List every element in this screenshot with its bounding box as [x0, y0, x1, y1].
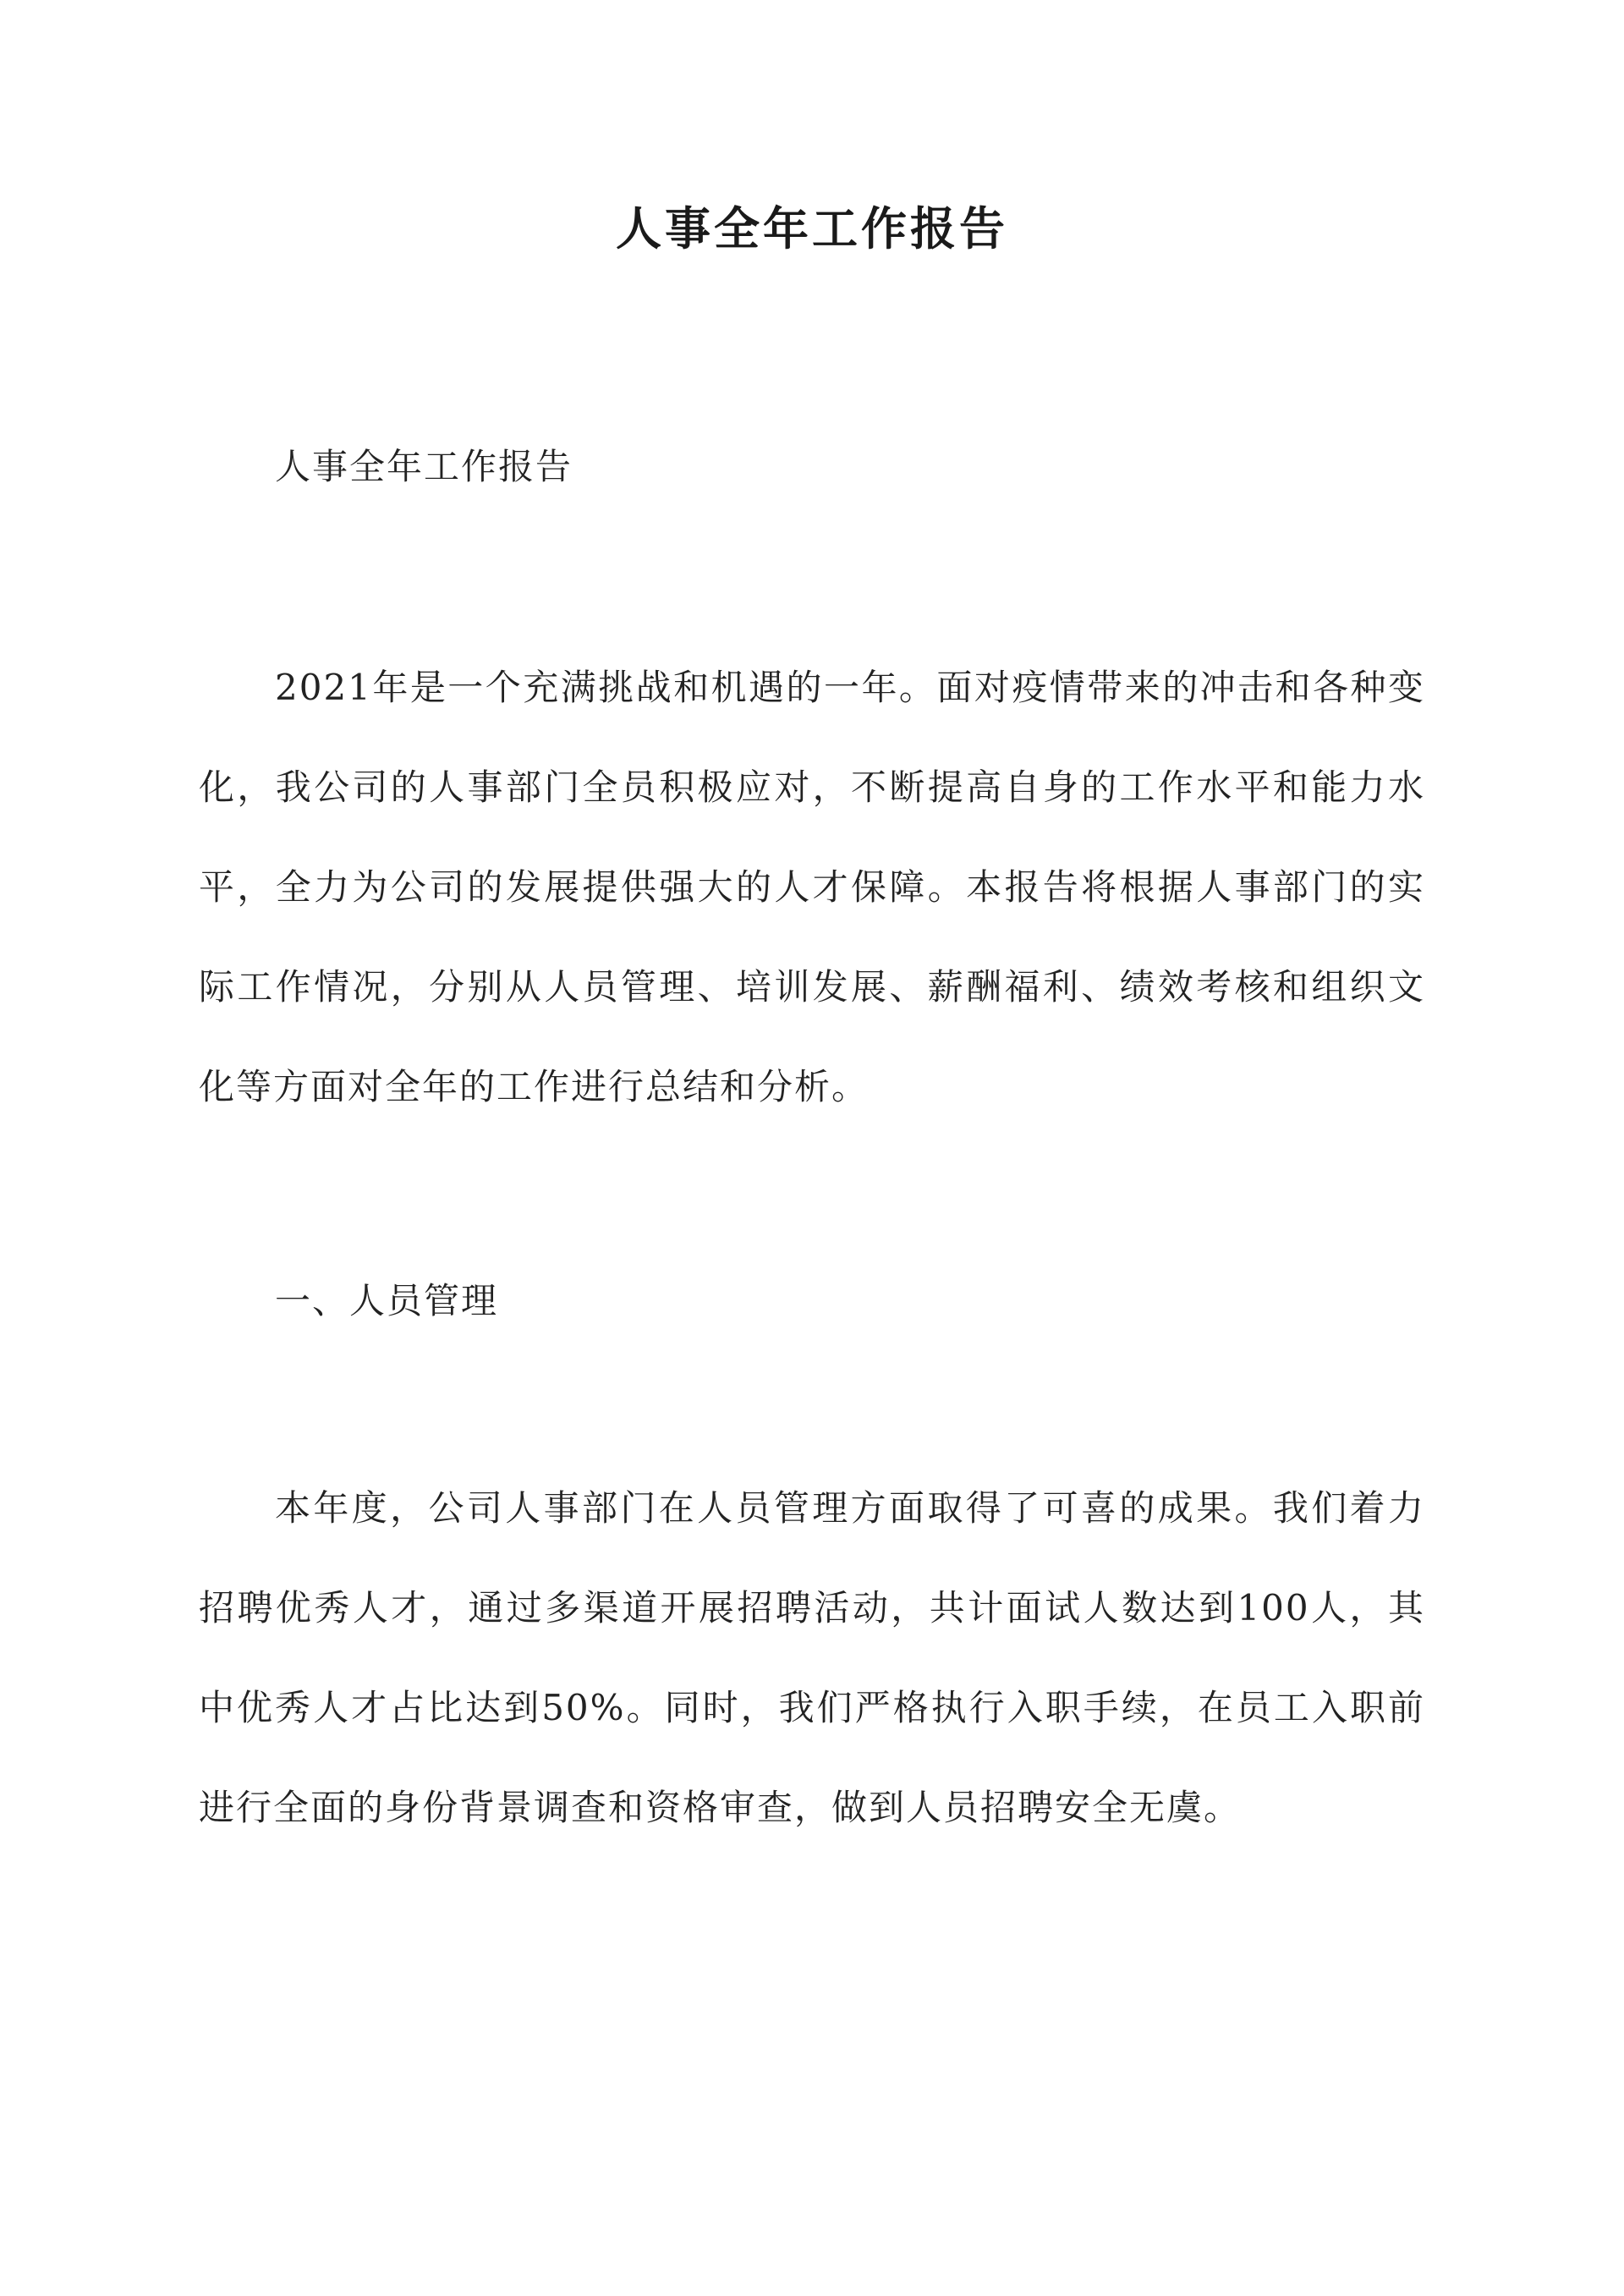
intro-paragraph: 2021年是一个充满挑战和机遇的一年。面对疫情带来的冲击和各种变化，我公司的人事部门全员积极应对，不断提高自身的工作水平和能力水平，全力为公司的发展提供强大的人才保障。本报告将根据人事部门的实际工作情况，分别从人员管理、培训发展、薪酬福利、绩效考核和组织文化等方面对全年的工作进行总结和分析。 [199, 667, 1425, 1107]
document-subtitle: 人事全年工作报告 [275, 446, 573, 487]
document-title: 人事全年工作报告 [616, 201, 1008, 255]
section-heading-personnel: 一、人员管理 [275, 1280, 499, 1321]
section-paragraph-personnel: 本年度，公司人事部门在人员管理方面取得了可喜的成果。我们着力招聘优秀人才，通过多渠道开展招聘活动，共计面试人数达到100人，其中优秀人才占比达到50%。同时，我们严格执行入职手续，在员工入职前进行全面的身份背景调查和资格审查，做到人员招聘安全无虞。 [199, 1487, 1425, 1828]
